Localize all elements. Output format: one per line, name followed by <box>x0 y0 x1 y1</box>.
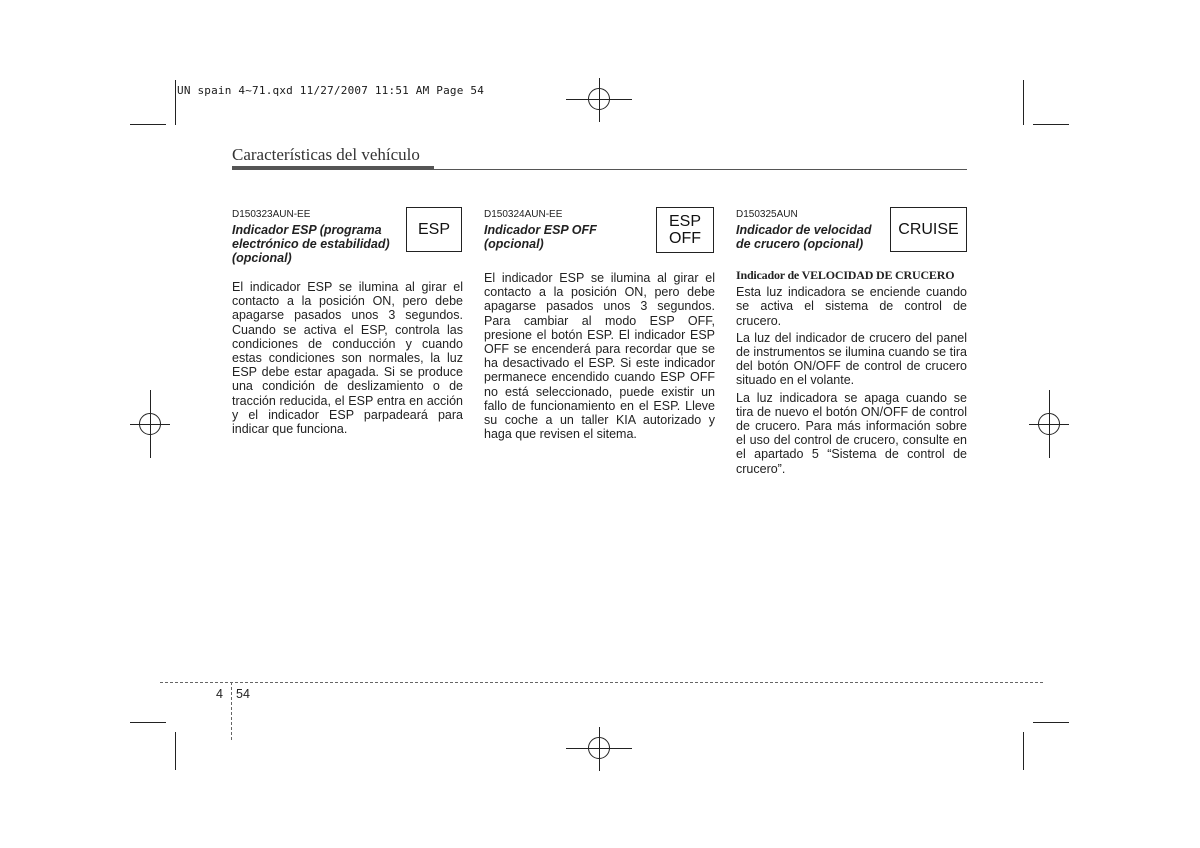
crop-mark <box>1023 80 1024 125</box>
subheading: Indicador de VELOCIDAD DE CRUCERO <box>736 268 955 282</box>
section-title <box>484 223 652 251</box>
paragraph: Esta luz indicadora se enciende cuando se activa el sistema de control de crucero. <box>736 285 967 328</box>
section-title-line: Indicador ESP (programa <box>232 223 382 237</box>
esp-indicator-icon <box>406 207 462 252</box>
icon-label: ESP <box>668 213 701 230</box>
cruise-indicator-icon <box>890 207 967 252</box>
section-code: D150324AUN-EE <box>484 209 563 220</box>
print-slug: UN spain 4~71.qxd 11/27/2007 11:51 AM Page 54 <box>177 84 485 97</box>
section-code: D150323AUN-EE <box>232 209 311 220</box>
paragraph: La luz indicadora se apaga cuando se tira de nuevo el botón ON/OFF de control de crucero. Para más información sobre el uso del control de crucero, consulte en el apartado 5 “Sistema de control de crucero”. <box>736 390 967 476</box>
section-body <box>232 280 463 436</box>
section-title <box>232 223 404 265</box>
section-body <box>484 271 715 441</box>
page-title: Características del vehículo <box>232 145 420 164</box>
section-number: 4 <box>216 687 223 701</box>
section-title-line: (opcional) <box>232 251 292 265</box>
section-title-line: Indicador ESP OFF <box>484 223 597 237</box>
icon-label: ESP <box>417 221 450 238</box>
footer-rule <box>160 682 1043 683</box>
crop-mark <box>1033 722 1069 723</box>
crop-mark <box>1023 732 1024 770</box>
paragraph: La luz del indicador de crucero del panel de instrumentos se ilumina cuando se tira del botón ON/OFF de control de crucero situado en el volante. <box>736 330 967 388</box>
page-number: 54 <box>236 687 250 701</box>
footer-divider <box>231 682 232 740</box>
crop-mark <box>175 80 176 125</box>
crop-mark <box>175 732 176 770</box>
esp-off-indicator-icon <box>656 207 714 253</box>
section-title-line: electrónico de estabilidad) <box>232 237 390 251</box>
section-code: D150325AUN <box>736 209 798 220</box>
section-title-line: Indicador de velocidad <box>736 223 872 237</box>
header-rule-thick <box>232 166 434 170</box>
section-body <box>736 268 967 476</box>
section-title <box>736 223 886 251</box>
header-rule <box>432 169 967 170</box>
crop-mark <box>130 722 166 723</box>
section-title-line: de crucero (opcional) <box>736 237 864 251</box>
icon-label: CRUISE <box>898 221 959 238</box>
section-title-line: (opcional) <box>484 237 544 251</box>
icon-label: OFF <box>669 230 701 247</box>
crop-mark <box>1033 124 1069 125</box>
paragraph: El indicador ESP se ilumina al girar el contacto a la posición ON, pero debe apagarse pasados unos 3 segundos. Para cambiar al modo ESP OFF, presione el botón ESP. El indicador ESP OFF se encenderá para recordar que se ha desactivado el ESP. Si este indicador permanece encendido cuando ESP OFF no está seleccionado, puede existir un fallo de funcionamiento en el ESP. Lleve su coche a un taller KIA autorizado y haga que revisen el sitema. <box>484 271 715 442</box>
paragraph: El indicador ESP se ilumina al girar el contacto a la posición ON, pero debe apagarse pasados unos 3 segundos. Cuando se activa el ESP, controla las condiciones de conducción y cuando estas condiciones son normales, la luz ESP debe estar apagada. Si se produce una condición de deslizamiento o de tracción reducida, el ESP entra en acción y el indicador ESP parpadeará para indicar que funciona. <box>232 280 463 437</box>
crop-mark <box>130 124 166 125</box>
